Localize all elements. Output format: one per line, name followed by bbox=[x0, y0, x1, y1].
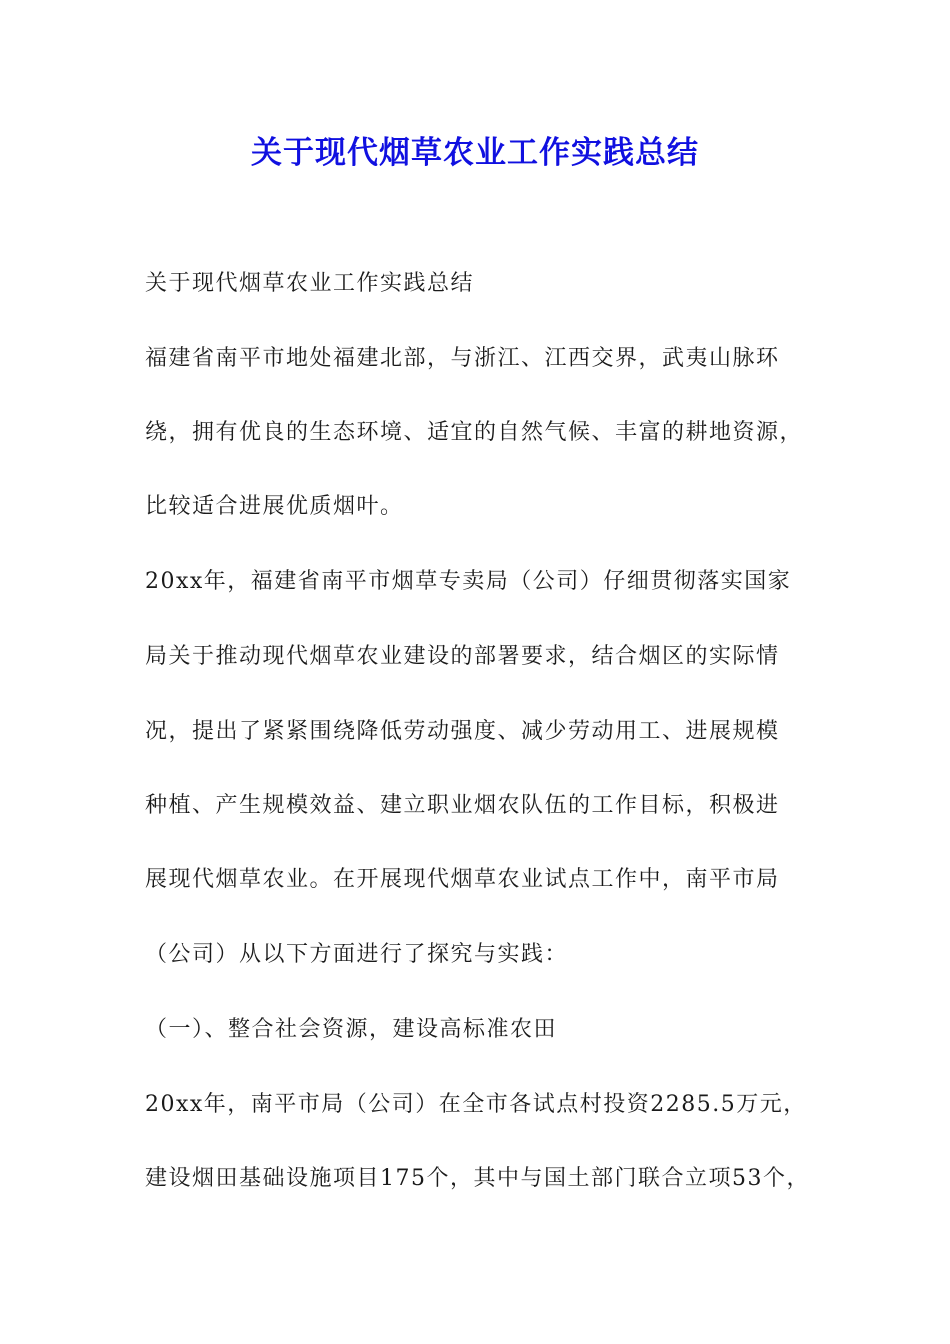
paragraph-line: 建设烟田基础设施项目175个，其中与国土部门联合立项53个， bbox=[145, 1166, 810, 1191]
paragraph-line: 绕，拥有优良的生态环境、适宜的自然气候、丰富的耕地资源， bbox=[145, 420, 804, 445]
paragraph-line: 局关于推动现代烟草农业建设的部署要求，结合烟区的实际情 bbox=[145, 644, 780, 669]
paragraph-line: 福建省南平市地处福建北部，与浙江、江西交界，武夷山脉环 bbox=[145, 346, 780, 371]
paragraph-line: 20xx年，福建省南平市烟草专卖局（公司）仔细贯彻落实国家 bbox=[145, 569, 792, 594]
paragraph-line: 种植、产生规模效益、建立职业烟农队伍的工作目标，积极进 bbox=[145, 793, 780, 818]
paragraph-line: （公司）从以下方面进行了探究与实践： bbox=[145, 942, 569, 967]
paragraph-line: 展现代烟草农业。在开展现代烟草农业试点工作中，南平市局 bbox=[145, 867, 780, 892]
paragraph-line: 比较适合进展优质烟叶。 bbox=[145, 494, 404, 519]
paragraph-heading: 关于现代烟草农业工作实践总结 bbox=[145, 271, 475, 296]
document-title: 关于现代烟草农业工作实践总结 bbox=[251, 135, 699, 171]
section-heading: （一）、整合社会资源，建设高标准农田 bbox=[145, 1017, 558, 1042]
paragraph-line: 20xx年，南平市局（公司）在全市各试点村投资2285.5万元， bbox=[145, 1092, 807, 1117]
paragraph-line: 况，提出了紧紧围绕降低劳动强度、减少劳动用工、进展规模 bbox=[145, 719, 780, 744]
